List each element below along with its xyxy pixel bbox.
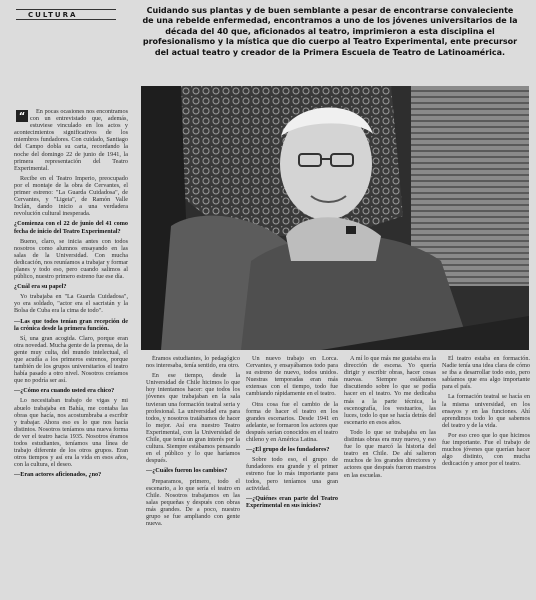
article-column-2 [146,355,240,595]
lead-paragraph: Cuidando sus plantas y de buen semblante a pesar de encontrarse convaleciente de una rebelde enfermedad, encontramos a uno de los jóvenes universitarios de la década del 40 que, aficionados al teatro, imprimieron a esta disciplina el profesionalismo y la mística que dio cuerpo al Teatro Experimental, ente precursor del actual teatro y creador de la Primera Escuela de Teatro de Latinoamérica. [142,6,518,57]
interview-question: —¿Cómo era cuando usted era chico? [14,387,115,395]
article-column-3 [246,355,338,595]
paragraph: Por eso creo que lo que hicimos fue importante. Fue el trabajo de muchos jóvenes que querían hacer algo distinto, con mucha dedicación y amor por el teatro. [442,431,530,468]
interview-question: —¿Cuáles fueron los cambios? [146,467,228,475]
paragraph: Éramos estudiantes, lo pedagógico nos interesaba, tenía sentido, era otro. [146,355,240,370]
paragraph: El teatro estaba en formación. Nadie tenía una idea clara de cómo se iba a desarrollar todo esto, pero sabíamos que era algo importante para el país. [442,355,530,391]
portrait-illustration [141,86,529,350]
interview-question: —¿Quiénes eran parte del Teatro Experimental en sus inicios? [246,494,338,509]
article-column-4 [344,355,436,595]
paragraph: La formación teatral se hacía en la misma universidad, en los ensayos y en las funciones. Ahí aprendimos todo lo que sabemos del teatro y de la vida. [442,393,530,429]
portrait-photo [141,86,529,350]
interview-question: ¿Cuál era su papel? [14,283,67,291]
paragraph: Bueno, claro, se inicia antes con todos nosotros como alumnos ensayando en las salas de la Universidad. Con mucha dedicación, nos reuníamos a trabajar y formar planes y todo eso, pero cuando salimos al público, nuestro primero estreno fue ese día. [14,237,128,281]
article-column-1 [14,108,128,596]
interview-question: —Eran actores aficionados, ¿no? [14,471,102,479]
interview-question: —Las que todos tenían gran recepción de la crónica desde la primera función. [14,317,128,332]
section-tag: CULTURA [16,9,116,20]
paragraph: Preparamos, primero, todo el escenario, a lo que sería el teatro en Chile. Nosotros trabajamos en las salas pequeñas y después con obras más grandes. De a poco, nuestro grupo se fue ampliando con gente nueva. [146,477,240,528]
paragraph: Otra cosa fue el cambio de la forma de hacer el teatro en los grandes escenarios. Desde 1941 en adelante, se formaron los actores que después serían conocidos en el teatro chileno y en América Latina. [246,400,338,444]
paragraph: Yo trabajaba en "La Guarda Cuidadosa", yo era soldado, "actor era el sacristán y la Bolsa de Cuba era la cima de todo". [14,293,128,315]
interview-question: ¿Comienza con el 22 de junio del 41 como fecha de inicio del Teatro Experimental? [14,220,128,235]
quote-icon: “ [16,110,28,122]
paragraph: Sobre todo eso, el grupo de fundadores era grande y el primer estreno fue lo más importante para todos, pero teníamos una gran actividad. [246,456,338,492]
paragraph: Recibe en el Teatro Imperio, preocupado por el montaje de la obra de Cervantes, el primer estreno: "La Guarda Cuidadosa", de Cervantes, y "Ligeia", de Ramón Valle Inclán, dando inicio a una verdadera revolución cultural inesperada. [14,174,128,218]
paragraph: Todo lo que se trabajaba en las distintas obras era muy nuevo, y eso fue lo que marcó la historia del teatro en Chile. De ahí salieron muchos de los grandes directores y actores que después fueron maestros en las escuelas. [344,428,436,479]
paragraph: A mí lo que más me gustaba era la dirección de escena. Yo quería dirigir y escribir obras, hacer cosas nuevas. Siempre estábamos discutiendo sobre lo que se podía hacer en el teatro. Yo me dedicaba más a la parte técnica, la escenografía, los vestuarios, las luces, todo lo que se hacía detrás del escenario en esos años. [344,355,436,426]
paragraph: Un nuevo trabajo en Lorca. Cervantes, y ensayábamos todo para su estreno de nuevo, todos unidos. Nuestras temporadas eran más extensas con el tiempo, todo fue cambiando rápidamente en el teatro. [246,355,338,398]
paragraph: Lo necesitaban trabajo de vigas y mi abuelo trabajaba en Bahía, me contaba las obras que hacía, nos acostumbraba a escribir y trabajar. Ahora eso es lo que nos hacía distintos. Nosotros teníamos una nueva forma de ver el teatro hacia 1935. Nosotros éramos todos estudiantes, teníamos una línea de trabajo diferente de los otros grupos. Eran otros tiempos y así era la vida en esos años, con la cultura, el deseo. [14,397,128,469]
paragraph: Sí, una gran acogida. Claro, porque eran otra novedad. Mucha gente de la prensa, de la gente muy culta, del mundo intelectual, el que acudía a los primeros estrenos, porque también de los grupos universitarios el teatro había pasado a otro nivel. Nosotros creíamos que no podría ser así. [14,334,128,385]
paragraph: En ese tiempo, desde la Universidad de Chile hicimos lo que hoy intentamos hacer: que todos los jóvenes que trabajaban en la sala tuvieran una formación teatral seria y profesional. La universidad era para todos, y nosotros tratábamos de hacer lo mejor. Así era nuestro Teatro Experimental, con la Universidad de Chile, que tenía un gran interés por la cultura. Siempre estábamos pensando en el público y lo que haríamos después. [146,372,240,465]
article-column-5 [442,355,530,595]
paragraph: En pocas ocasiones nos encontramos con un entrevistado que, además, estuviese vinculado en los actos y acontecimientos significativos de los miembros fundadores. Con cuidado, Santiago del Campo dobla su carta, recordando la noche del domingo 22 de junio de 1941, la primera representación del Teatro Experimental. [14,108,128,172]
interview-question: —¿El grupo de los fundadores? [246,446,330,454]
